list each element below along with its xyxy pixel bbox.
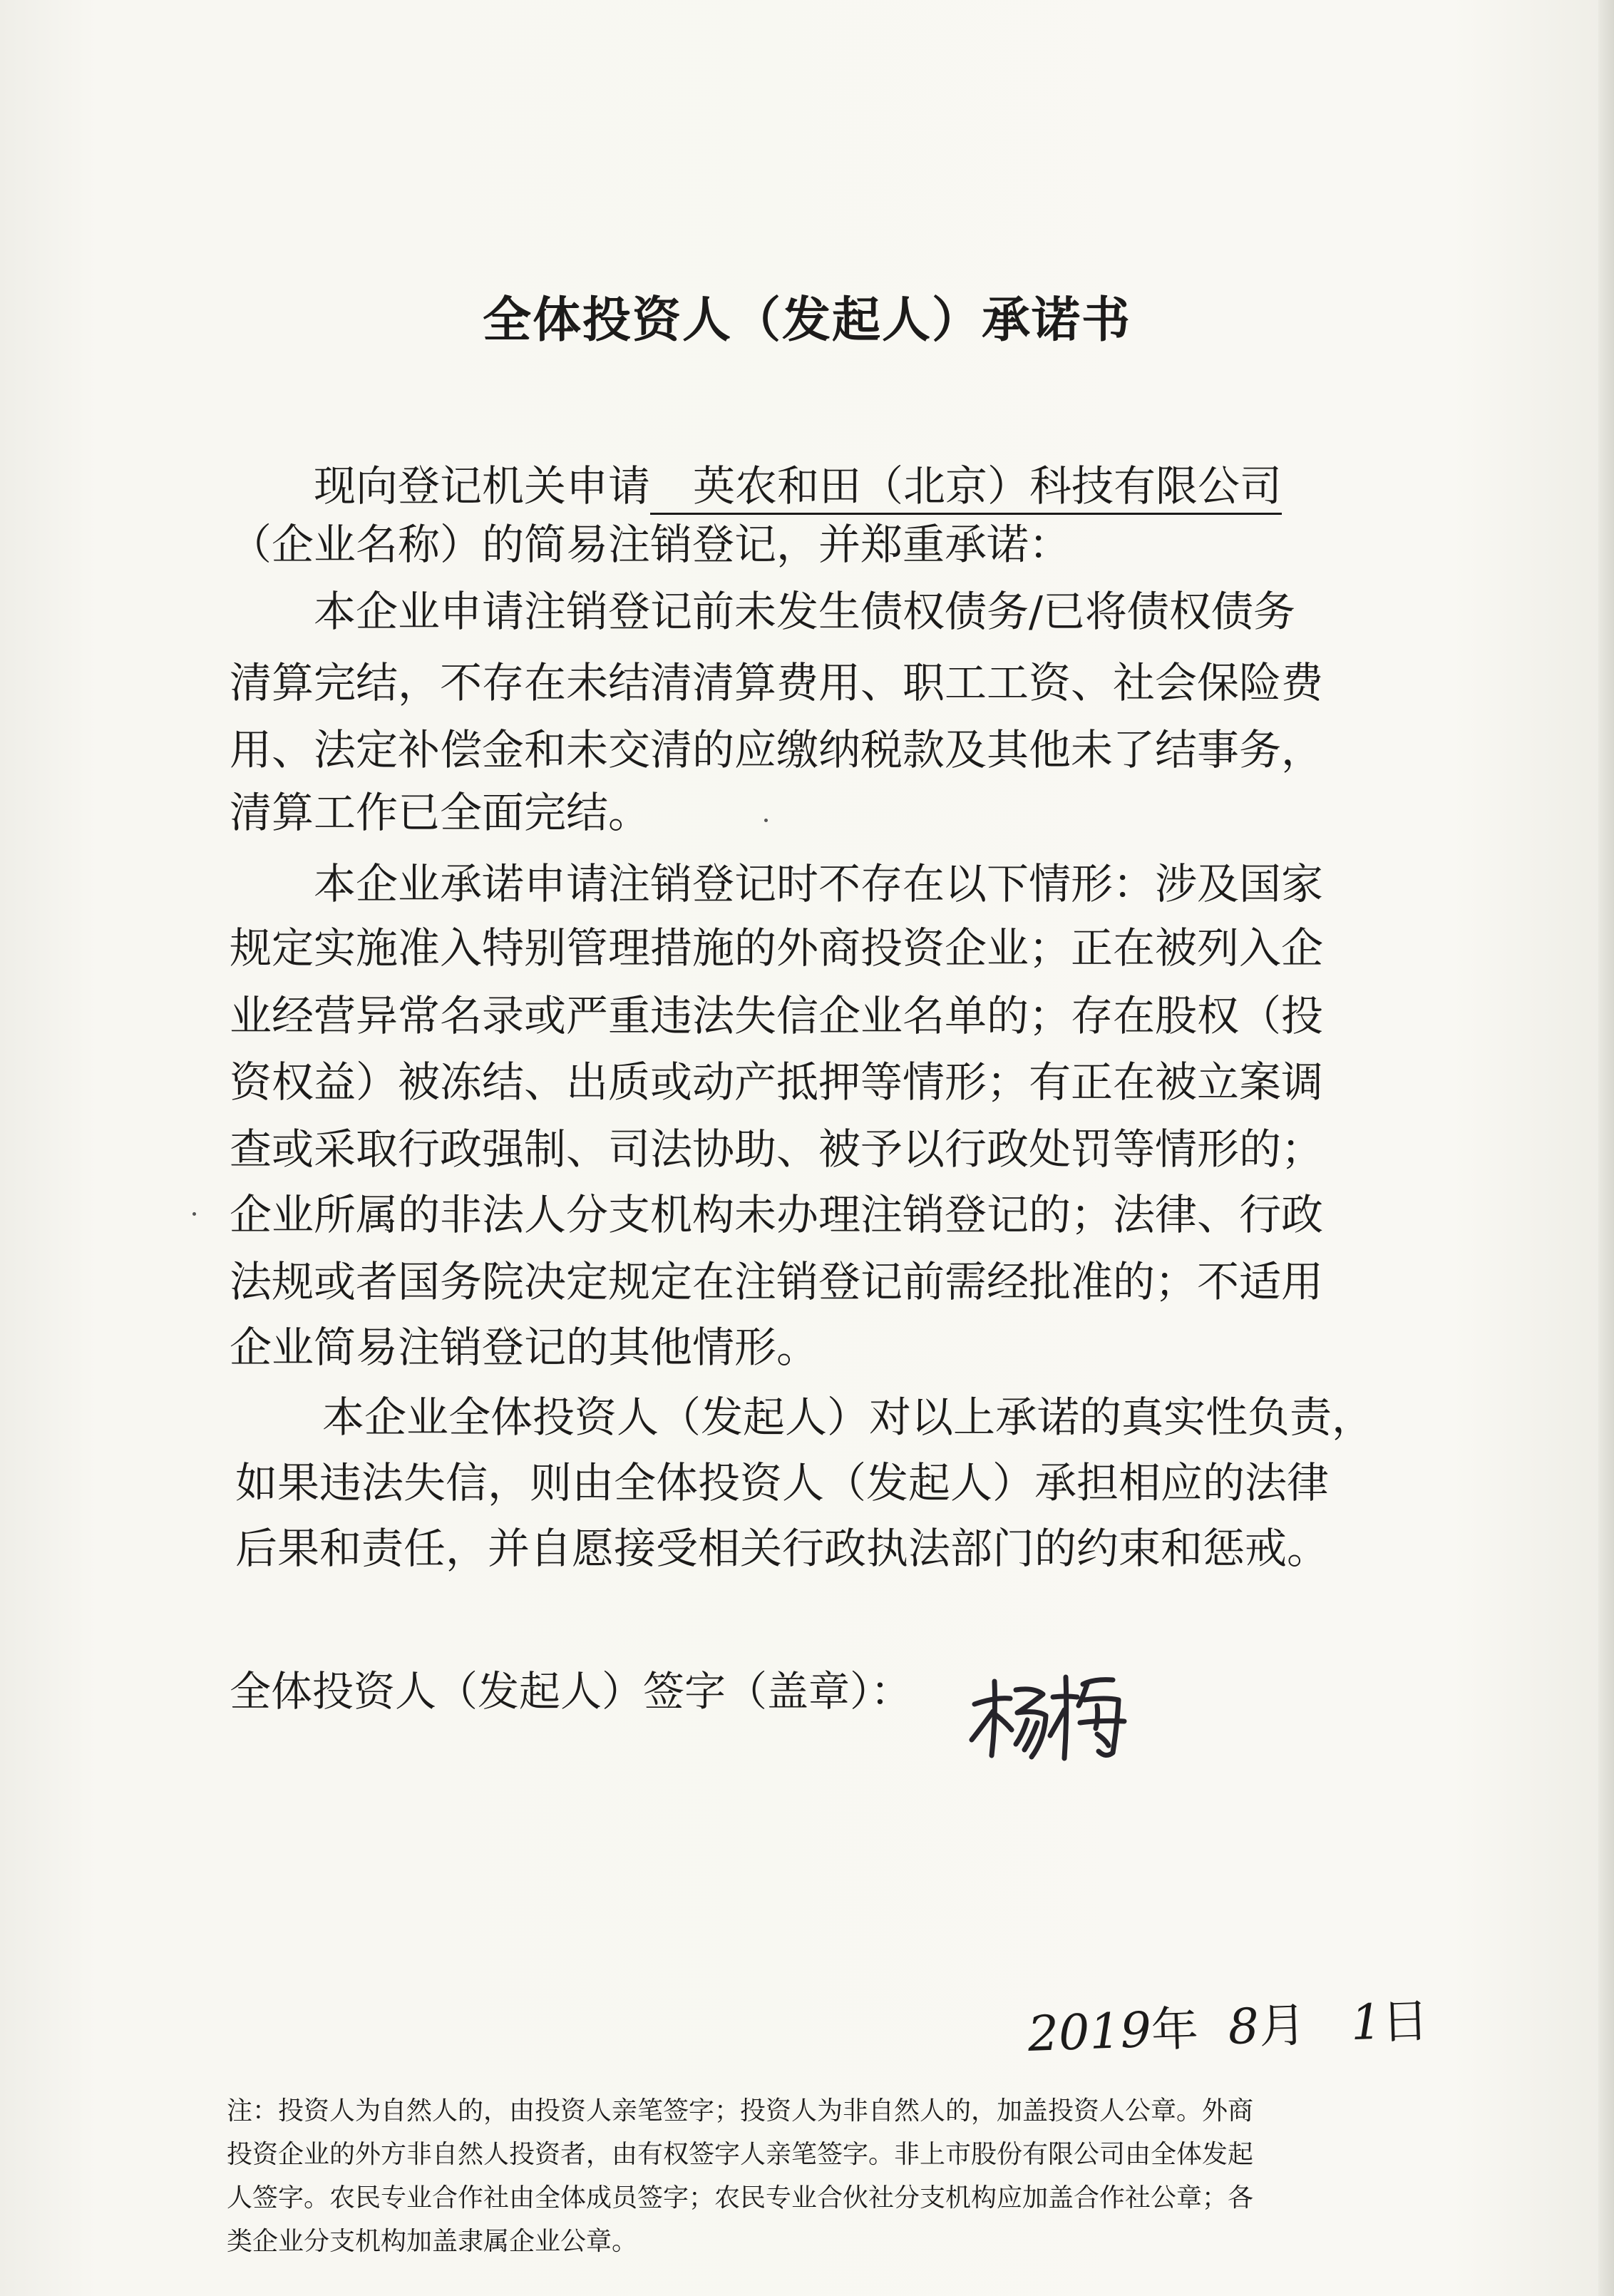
para2-line: 业经营异常名录或严重违法失信企业名单的；存在股权（投 <box>230 991 1324 1040</box>
para2-line: 查或采取行政强制、司法协助、被予以行政处罚等情形的； <box>230 1124 1324 1174</box>
para2-line: 法规或者国务院决定规定在注销登记前需经批准的；不适用 <box>230 1257 1324 1306</box>
para2-line: 企业简易注销登记的其他情形。 <box>230 1323 819 1372</box>
document-title: 全体投资人（发起人）承诺书 <box>482 292 1131 349</box>
note-line: 注：投资人为自然人的，由投资人亲笔签字；投资人为非自然人的，加盖投资人公章。外商 <box>227 2096 1254 2126</box>
date-month: 8 <box>1227 1998 1260 2056</box>
signature-label: 全体投资人（发起人）签字（盖章）： <box>230 1667 913 1716</box>
para3-line: 后果和责任，并自愿接受相关行政执法部门的约束和惩戒。 <box>235 1524 1330 1573</box>
para3-line: 如果违法失信，则由全体投资人（发起人）承担相应的法律 <box>235 1458 1330 1507</box>
para1-line: 清算工作已全面完结。 <box>230 788 651 837</box>
handwritten-signature <box>966 1669 1130 1768</box>
company-name: 英农和田（北京）科技有限公司 <box>650 460 1282 515</box>
date-day: 1 <box>1350 1994 1383 2052</box>
signing-date <box>1027 1982 1429 2064</box>
para2-line: 企业所属的非法人分支机构未办理注销登记的；法律、行政 <box>230 1190 1324 1239</box>
date-year: 2019 <box>1027 2002 1153 2063</box>
note-line: 投资企业的外方非自然人投资者，由有权签字人亲笔签字。非上市股份有限公司由全体发起 <box>227 2140 1254 2169</box>
date-day-unit: 日 <box>1380 1993 1430 2050</box>
intro-prefix: 现向登记机关申请 <box>314 461 651 511</box>
footnote <box>227 2089 1396 2263</box>
date-year-unit: 年 <box>1150 2001 1200 2058</box>
date-month-unit: 月 <box>1258 1997 1307 2054</box>
note-line: 人签字。农民专业合作社由全体成员签字；农民专业合伙社分支机构应加盖合作社公章；各 <box>227 2183 1254 2213</box>
intro-line-2: （企业名称）的简易注销登记，并郑重承诺： <box>230 520 1071 569</box>
paper-speck <box>192 1212 196 1216</box>
para3-line: 本企业全体投资人（发起人）对以上承诺的真实性负责， <box>322 1393 1374 1442</box>
para2-line: 本企业承诺申请注销登记时不存在以下情形：涉及国家 <box>314 859 1324 908</box>
para1-line: 用、法定补偿金和未交清的应缴纳税款及其他未了结事务， <box>230 725 1324 774</box>
para2-line: 资权益）被冻结、出质或动产抵押等情形；有正在被立案调 <box>230 1057 1324 1107</box>
paper-speck <box>764 819 768 822</box>
para1-line: 清算完结，不存在未结清清算费用、职工工资、社会保险费 <box>230 658 1324 707</box>
para2-line: 规定实施准入特别管理措施的外商投资企业；正在被列入企 <box>230 923 1324 973</box>
note-line: 类企业分支机构加盖隶属企业公章。 <box>227 2227 638 2256</box>
para1-line: 本企业申请注销登记前未发生债权债务/已将债权债务 <box>314 587 1295 636</box>
intro-line <box>314 458 1282 515</box>
